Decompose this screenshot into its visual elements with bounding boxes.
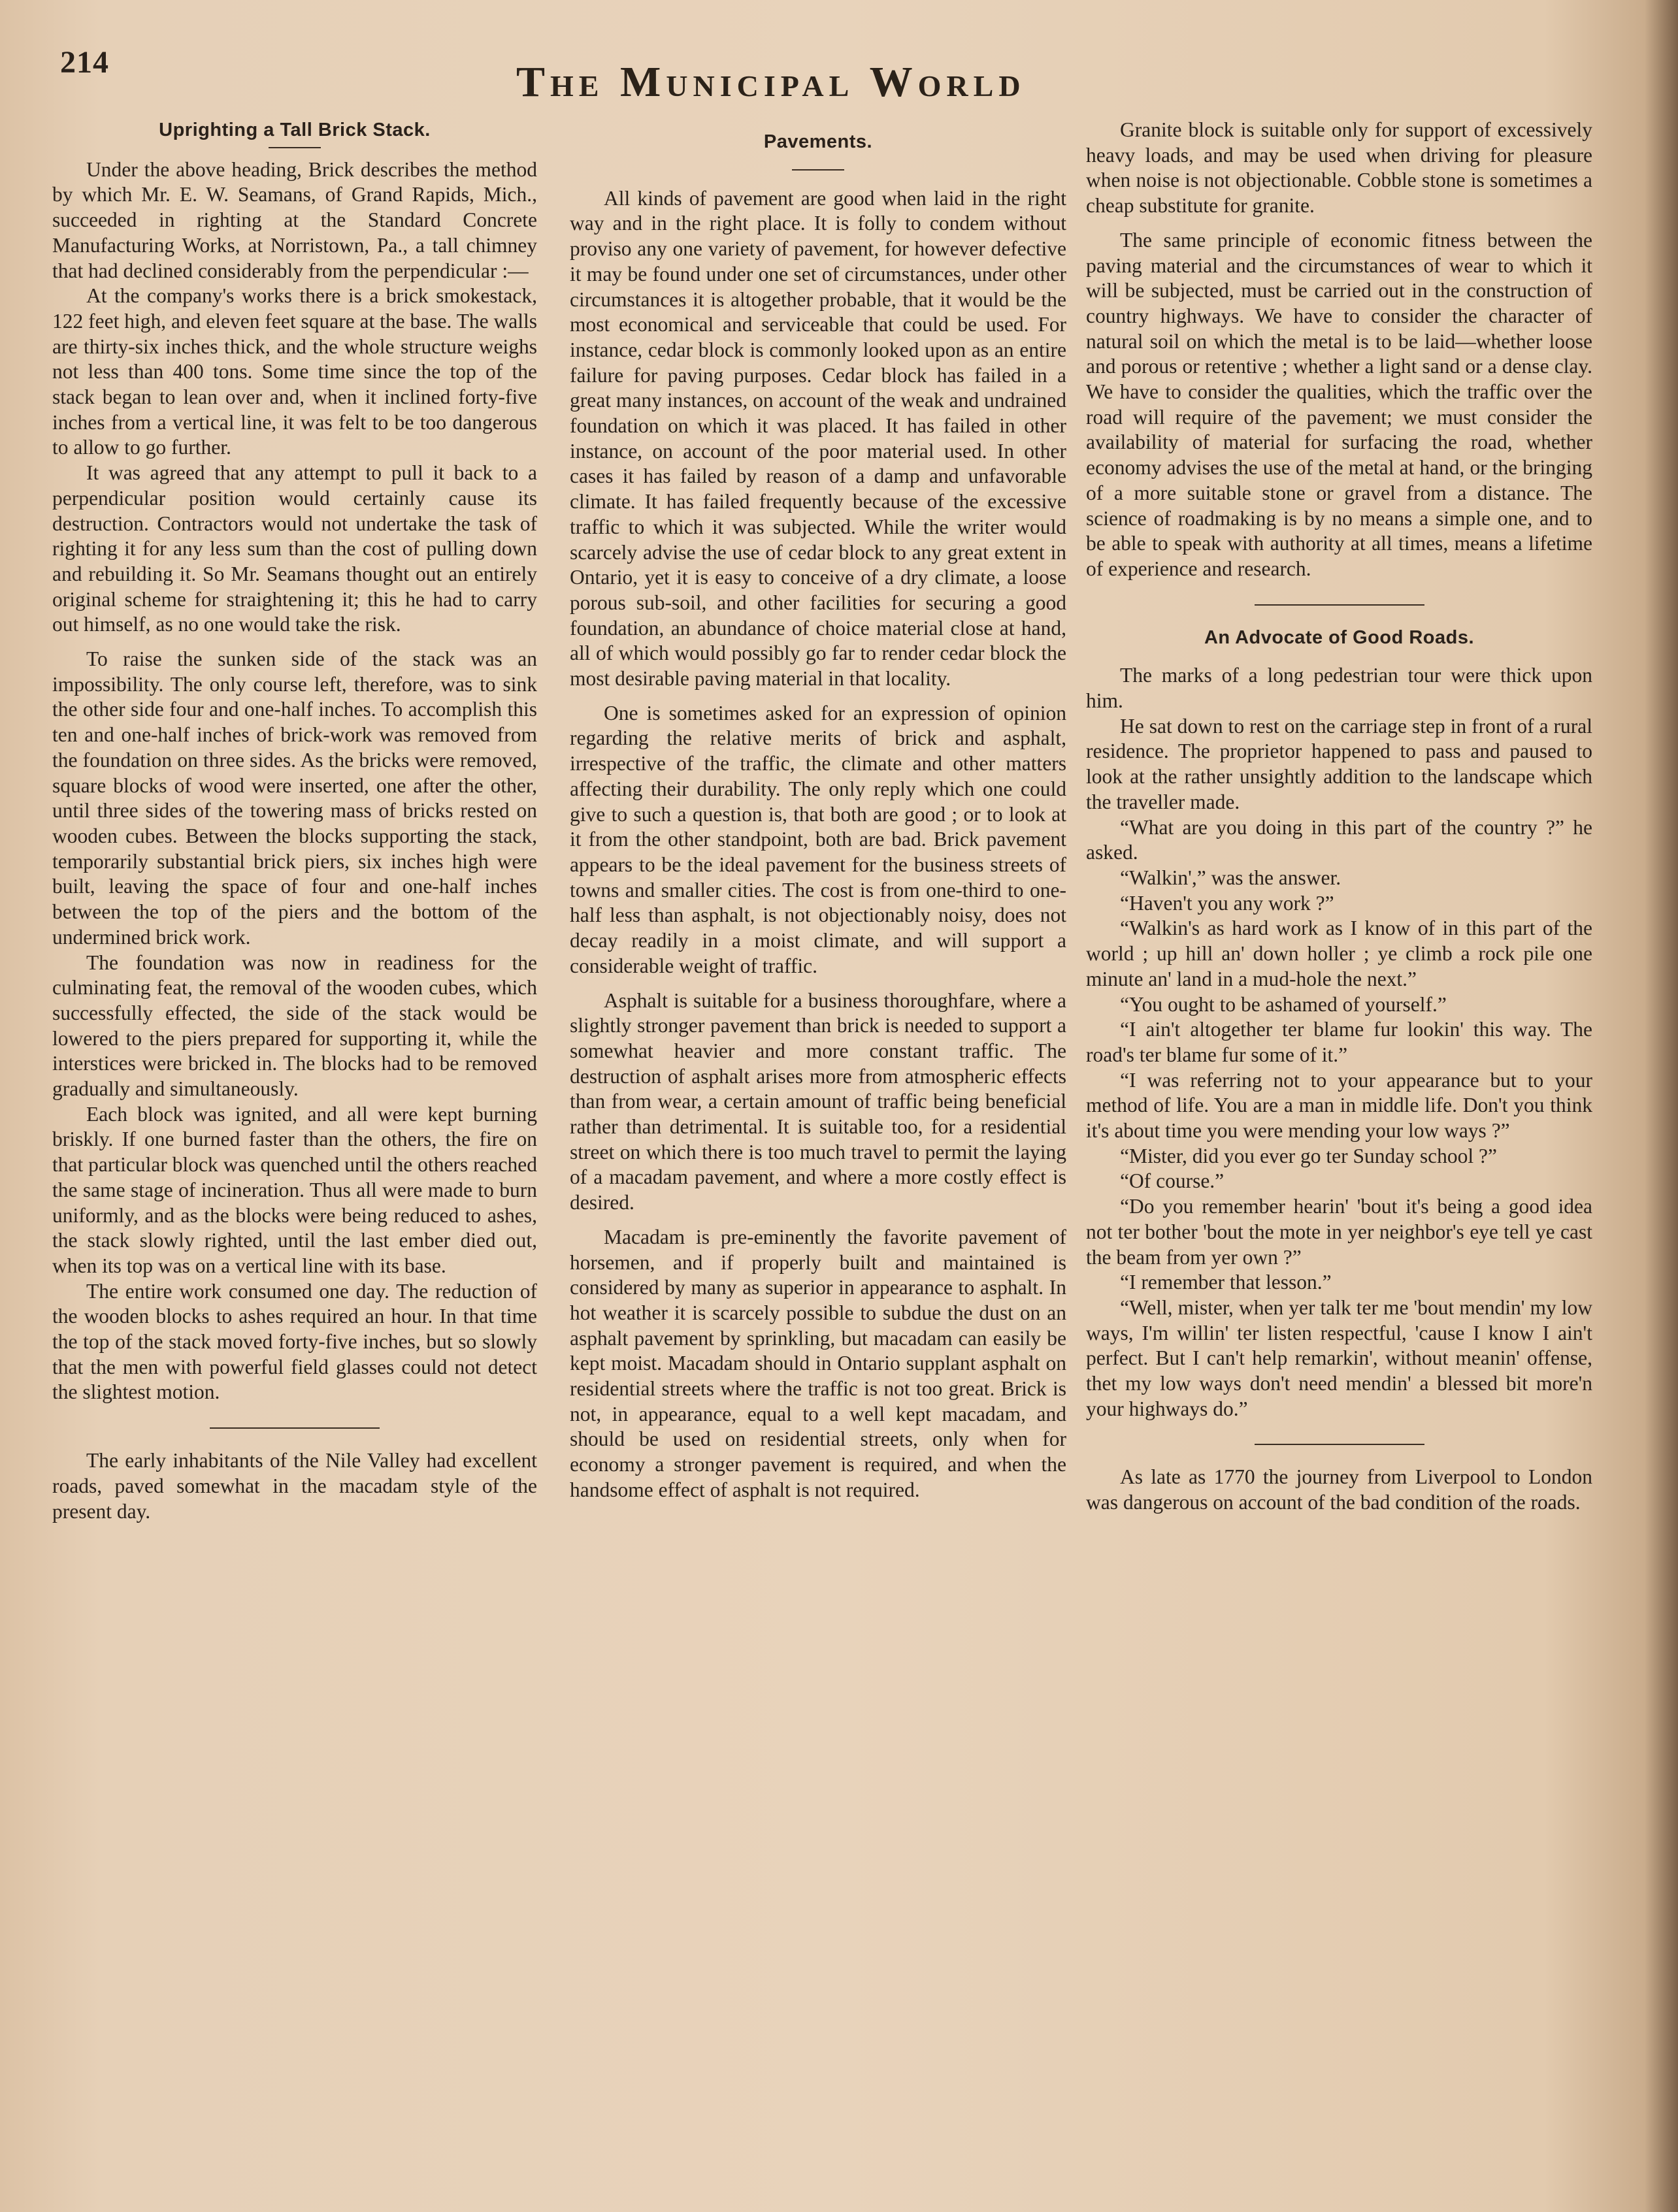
paragraph: The marks of a long pedestrian tour were thick upon him. [1086, 664, 1592, 713]
paragraph: One is sometimes asked for an expression of opinion regarding the relative merits of brick and asphalt, irrespective of the traffic, the climate and other matters affecting their durability. The only reply which one could give to such a question is, that both are good ; or to look at it from the other standpoint, both are bad. Brick pavement appears to be the ideal pavement for the business streets of towns and smaller cities. The cost is from one-third to one-half less than asphalt, is not objectionably noisy, does not decay readily in a moist climate, and will support a considerable weight of traffic. [570, 701, 1066, 977]
page-number: 214 [60, 45, 109, 80]
article-heading-pavements: Pavements. [763, 131, 873, 152]
article-heading-brick-stack: Uprighting a Tall Brick Stack. [159, 120, 431, 140]
paragraph: “Walkin's as hard work as I know of in this part of the world ; up hill an' down holler ; ye climb a rock pile one minute an' land in a mud-hole the next.” [1086, 917, 1592, 990]
paragraph: All kinds of pavement are good when laid in the right way and in the right place. It is folly to condem without proviso any one variety of pavement, for however defective it may be found under one set of circumstances, under other circumstances it is altogether probable, that it would be the most economical and serviceable that could be used. For instance, cedar block is commonly looked upon as an entire failure for paving purposes. Cedar block has failed in a great many instances, on account of the weak and undrained foundation on which it was placed. It has failed in other instance, on account of the poor material used. In other cases it has failed by reason of a damp and unfavorable climate. It has failed frequently because of the excessive traffic to which it was subjected. While the writer would scarcely advise the use of cedar block to any great extent in Ontario, yet it is easy to conceive of a dry climate, a loose porous sub-soil, and other facilities for securing a good foundation, an abundance of choice material close at hand, all of which would possibly go far to render cedar block the most desirable paving material in that locality. [570, 186, 1066, 691]
paragraph: He sat down to rest on the carriage step in front of a rural residence. The proprietor happened to pass and paused to look at the rather unsightly addition to the landscape which the traveller made. [1086, 714, 1592, 813]
paragraph: Granite block is suitable only for support of excessively heavy loads, and may be used when driving for pleasure when noise is not objectionable. Cobble stone is sometimes a cheap substitute for granite. [1086, 118, 1592, 218]
spacer [1086, 654, 1592, 663]
column-left [52, 118, 537, 1524]
paragraph: It was agreed that any attempt to pull it back to a perpendicular position would certainly cause its destruction. Contractors would not undertake the task of righting it for any less sum than the cost of pulling down and rebuilding it. So Mr. Seamans thought out an entirely original scheme for straightening it; this he had to carry out himself, as no one would take the risk. [52, 461, 537, 636]
paragraph: “You ought to be ashamed of yourself.” [1120, 992, 1447, 1016]
paragraph: “Haven't you any work ?” [1120, 891, 1334, 915]
paragraph: “I remember that lesson.” [1120, 1271, 1332, 1294]
section-divider [210, 1427, 380, 1429]
paragraph: “Do you remember hearin' 'bout it's being a good idea not ter bother 'bout the mote in yer neighbor's eye tell ye cast the beam from yer own ?” [1086, 1195, 1592, 1269]
paragraph: “Walkin',” was the answer. [1120, 866, 1341, 889]
paragraph: The entire work consumed one day. The reduction of the wooden blocks to ashes required an hour. In that time the top of the stack moved forty-five inches, but so slowly that the men with powerful field glasses could not detect the slightest motion. [52, 1279, 537, 1404]
masthead-title: The Municipal World [516, 58, 1026, 106]
paragraph: “What are you doing in this part of the country ?” he asked. [1086, 815, 1592, 864]
paragraph: The same principle of economic fitness between the paving material and the circumstances of wear to which it will be subjected, must be carried out in the construction of country highways. We have to consider the character of natural soil on which the metal is to be laid—whether loose and porous or retentive ; whether a light sand or a dense clay. We have to consider the qualities, which the traffic over the road will require of the pavement; we must consider the availability of material for surfacing the road, whether economy advises the use of the metal at hand, or the bringing of a more suitable stone or gravel from a distance. The science of roadmaking is by no means a simple one, and to be able to speak with authority at all times, means a lifetime of experience and research. [1086, 228, 1592, 580]
paragraph: Each block was ignited, and all were kept burning briskly. If one burned faster than the others, the fire on that particular block was quenched until the others reached the same stage of incineration. Thus all were made to burn uniformly, and as the blocks were being reduced to ashes, the stack slowly righted, until the last ember died out, when its top was on a vertical line with its base. [52, 1102, 537, 1277]
page-header [0, 39, 1678, 111]
paragraph: “Mister, did you ever go ter Sunday school ?” [1120, 1144, 1497, 1167]
paragraph: “I was referring not to your appearance but to your method of life. You are a man in middle life. Don't you think it's about time you were mending your low ways ?” [1086, 1068, 1592, 1143]
paragraph: “Of course.” [1120, 1169, 1225, 1193]
spacer [570, 1216, 1066, 1225]
heading-rule [792, 169, 844, 171]
paragraph: The foundation was now in readiness for the culminating feat, the removal of the wooden cubes, which successfully effected, the side of the stack would be lowered to the piers prepared for supporting it, while the interstices were bricked in. The blocks had to be removed gradually and simultaneously. [52, 951, 537, 1101]
column-right [1086, 118, 1592, 1516]
spacer [1086, 219, 1592, 228]
paragraph: Under the above heading, Brick describes the method by which Mr. E. W. Seamans, of Grand Rapids, Mich., succeeded in righting at the Standard Concrete Manufacturing Works, at Norristown, Pa., a tall chimney that had declined considerably from the perpendicular :— [52, 157, 537, 282]
spacer [570, 979, 1066, 988]
heading-rule [269, 147, 321, 148]
column-middle [570, 118, 1066, 1503]
section-divider [1255, 1444, 1424, 1445]
article-heading-good-roads: An Advocate of Good Roads. [1204, 626, 1475, 648]
paragraph: “I ain't altogether ter blame fur lookin' this way. The road's ter blame fur some of it.” [1086, 1018, 1592, 1066]
paragraph: At the company's works there is a brick smokestack, 122 feet high, and eleven feet square at the base. The walls are thirty-six inches thick, and the whole structure weighs not less than 400 tons. Some time since the top of the stack began to lean over and, when it inclined forty-five inches from a vertical line, it was felt to be too dangerous to allow to go further. [52, 284, 538, 459]
section-divider [1255, 604, 1424, 606]
paragraph: Asphalt is suitable for a business thoroughfare, where a slightly stronger pavement than brick is needed to support a somewhat heavier and more constant traffic. The destruction of asphalt arises more from atmospheric effects than from wear, a certain amount of traffic being beneficial rather than detrimental. It is suitable too, for a residential street on which there is too much travel to permit the laying of a macadam pavement, and where a more costly effect is desired. [570, 988, 1066, 1214]
spacer [570, 692, 1066, 701]
paragraph: “Well, mister, when yer talk ter me 'bout mendin' my low ways, I'm willin' ter listen respectful, 'cause I know I ain't perfect. But I can't help remarkin', without meanin' offense, thet my low ways don't need mendin' a blessed bit more'n your highways do.” [1086, 1295, 1592, 1420]
paragraph: As late as 1770 the journey from Liverpool to London was dangerous on account of the bad condition of the roads. [1086, 1465, 1592, 1514]
paragraph: The early inhabitants of the Nile Valley had excellent roads, paved somewhat in the macadam style of the present day. [52, 1449, 537, 1523]
paragraph: To raise the sunken side of the stack was an impossibility. The only course left, therefore, was to sink the other side four and one-half inches. To accomplish this ten and one-half inches of brick-work was removed from the foundation on three sides. As the bricks were removed, square blocks of wood were inserted, one after the other, until three sides of the towering mass of bricks rested on wooden cubes. Between the blocks supporting the stack, temporarily substantial brick piers, six inches high were built, leaving the space of four and one-half inches between the top of the piers and the bottom of the undermined brick work. [52, 647, 537, 949]
spacer [52, 638, 537, 647]
paragraph: Macadam is pre-eminently the favorite pavement of horsemen, and if properly built and maintained is considered by many as superior in appearance to asphalt. In hot weather it is scarcely possible to subdue the dust on an asphalt pavement by sprinkling, but macadam can easily be kept moist. Macadam should in Ontario supplant asphalt on residential streets where the traffic is not too great. Brick is not, in appearance, equal to a well kept macadam, and should be used on residential streets, only when for economy a stronger pavement is required, and when the handsome effect of asphalt is not required. [570, 1225, 1066, 1501]
